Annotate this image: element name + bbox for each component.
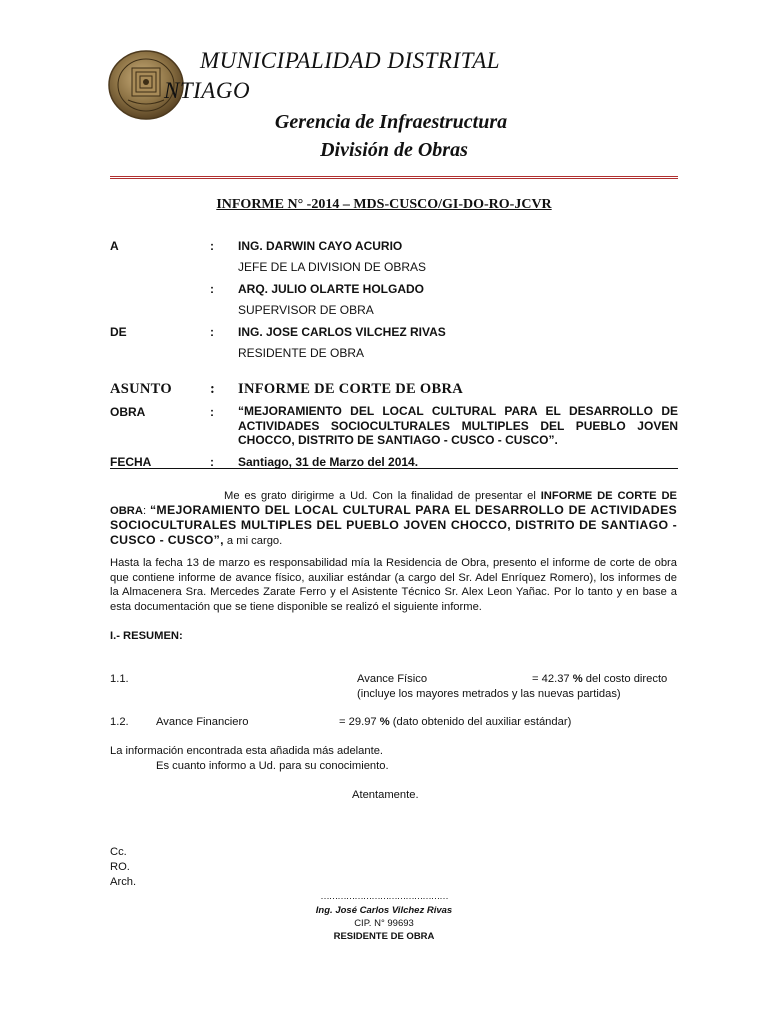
header-title-line2: NTIAGO [164,78,251,103]
header-subtitle-gerencia: Gerencia de Infraestructura [274,111,508,133]
signature-cip: CIP. N° 99693 [354,918,414,929]
header-title-line1: MUNICIPALIDAD DISTRITAL [200,48,501,73]
field-a2-role: SUPERVISOR DE OBRA [238,303,374,317]
item2-rest: (dato obtenido del auxiliar estándar) [389,716,572,728]
item1-label: Avance Físico [357,673,428,685]
field-a2-name: ARQ. JULIO OLARTE HOLGADO [238,282,424,296]
signature-line: ……………………………………… [320,891,448,902]
fecha-divider [110,468,678,469]
paragraph-body: Hasta la fecha 13 de marzo es responsabilidad mía la Residencia de Obra, presento el informe de corte de obra que contiene informe de avance físico, auxiliar estándar (a cargo del Sr. Adel Enríquez Romero), los informes de la Almacenera Sra. Mercedes Zarate Ferro y el Asistente Técnico Sr. Alex Leon Yañac. Por lo tanto y en base a esta documentación que se tiene disponible se realizó el siguiente informe. [110,557,677,613]
cc-line-2: RO. [110,861,130,873]
item2-value-number: = 29.97 [339,716,380,728]
field-fecha-value: Santiago, 31 de Marzo del 2014. [238,455,419,469]
item1-number: 1.1. [110,673,129,685]
closing-line2: Es cuanto informo a Ud. para su conocimiento. [156,760,389,772]
field-a-label: A [110,239,119,253]
field-obra-colon: : [210,405,214,419]
intro-project-name: “MEJORAMIENTO DEL LOCAL CULTURAL PARA EL DESARROLLO DE ACTIVIDADES SOCIOCULTURALES MULTIPLES DEL PUEBLO JOVEN CHOCCO, DISTRITO DE SANTIAGO - CUSCO - CUSCO”, [110,503,677,547]
item1-percent: % [572,673,583,685]
signature-role: RESIDENTE DE OBRA [333,931,435,942]
field-de-role: RESIDENTE DE OBRA [238,346,365,360]
field-obra-value [238,404,678,448]
informe-number [0,197,768,213]
field-obra-label: OBRA [110,405,146,419]
field-de-colon: : [210,325,214,339]
field-a2-colon: : [210,282,214,296]
intro-colon: : [142,505,150,517]
field-obra-text: “MEJORAMIENTO DEL LOCAL CULTURAL PARA EL DESARROLLO DE ACTIVIDADES SOCIOCULTURALES MULTIPLES DEL PUEBLO JOVEN CHOCCO, DISTRITO DE SANTIAGO - CUSCO - CUSCO”. [238,404,678,447]
intro-bold-informe: INFORME DE CORTE DE OBRA [110,490,678,517]
field-fecha-label: FECHA [110,455,152,469]
field-asunto-label: ASUNTO [110,381,172,397]
atentamente: Atentamente. [352,789,419,801]
paragraph-intro [110,489,677,548]
item2-number: 1.2. [110,716,129,728]
closing-line1: La información encontrada esta añadida más adelante. [110,745,384,757]
field-a-role: JEFE DE LA DIVISION DE OBRAS [238,260,427,274]
field-asunto-value: INFORME DE CORTE DE OBRA [238,381,464,397]
field-de-label: DE [110,325,127,339]
header-subtitle-division: División de Obras [320,139,468,161]
field-de-name: ING. JOSE CARLOS VILCHEZ RIVAS [238,325,446,339]
item1-rest: del costo directo [582,673,668,685]
item2-percent: % [379,716,390,728]
cc-line-1: Cc. [110,846,127,858]
informe-number-text: INFORME N° -2014 – MDS-CUSCO/GI-DO-RO-JCVR [216,197,552,212]
intro-text: Me es grato dirigirme a Ud. Con la finalidad de presentar el [224,490,541,502]
item2-label: Avance Financiero [156,716,249,728]
field-a-name: ING. DARWIN CAYO ACURIO [238,239,403,253]
item2-value [339,716,571,728]
field-a-colon: : [210,239,214,253]
resumen-title: I.- RESUMEN: [110,630,183,642]
item1-value-number: = 42.37 [532,673,573,685]
intro-end: a mi cargo. [223,535,283,547]
signature-name: Ing. José Carlos Vilchez Rivas [315,905,453,916]
item1-note: (incluye los mayores metrados y las nuevas partidas) [357,688,621,700]
header-divider [110,176,678,179]
field-fecha-colon: : [210,455,214,469]
item1-value [532,673,667,685]
field-asunto-colon: : [210,381,216,397]
cc-line-3: Arch. [110,876,137,888]
